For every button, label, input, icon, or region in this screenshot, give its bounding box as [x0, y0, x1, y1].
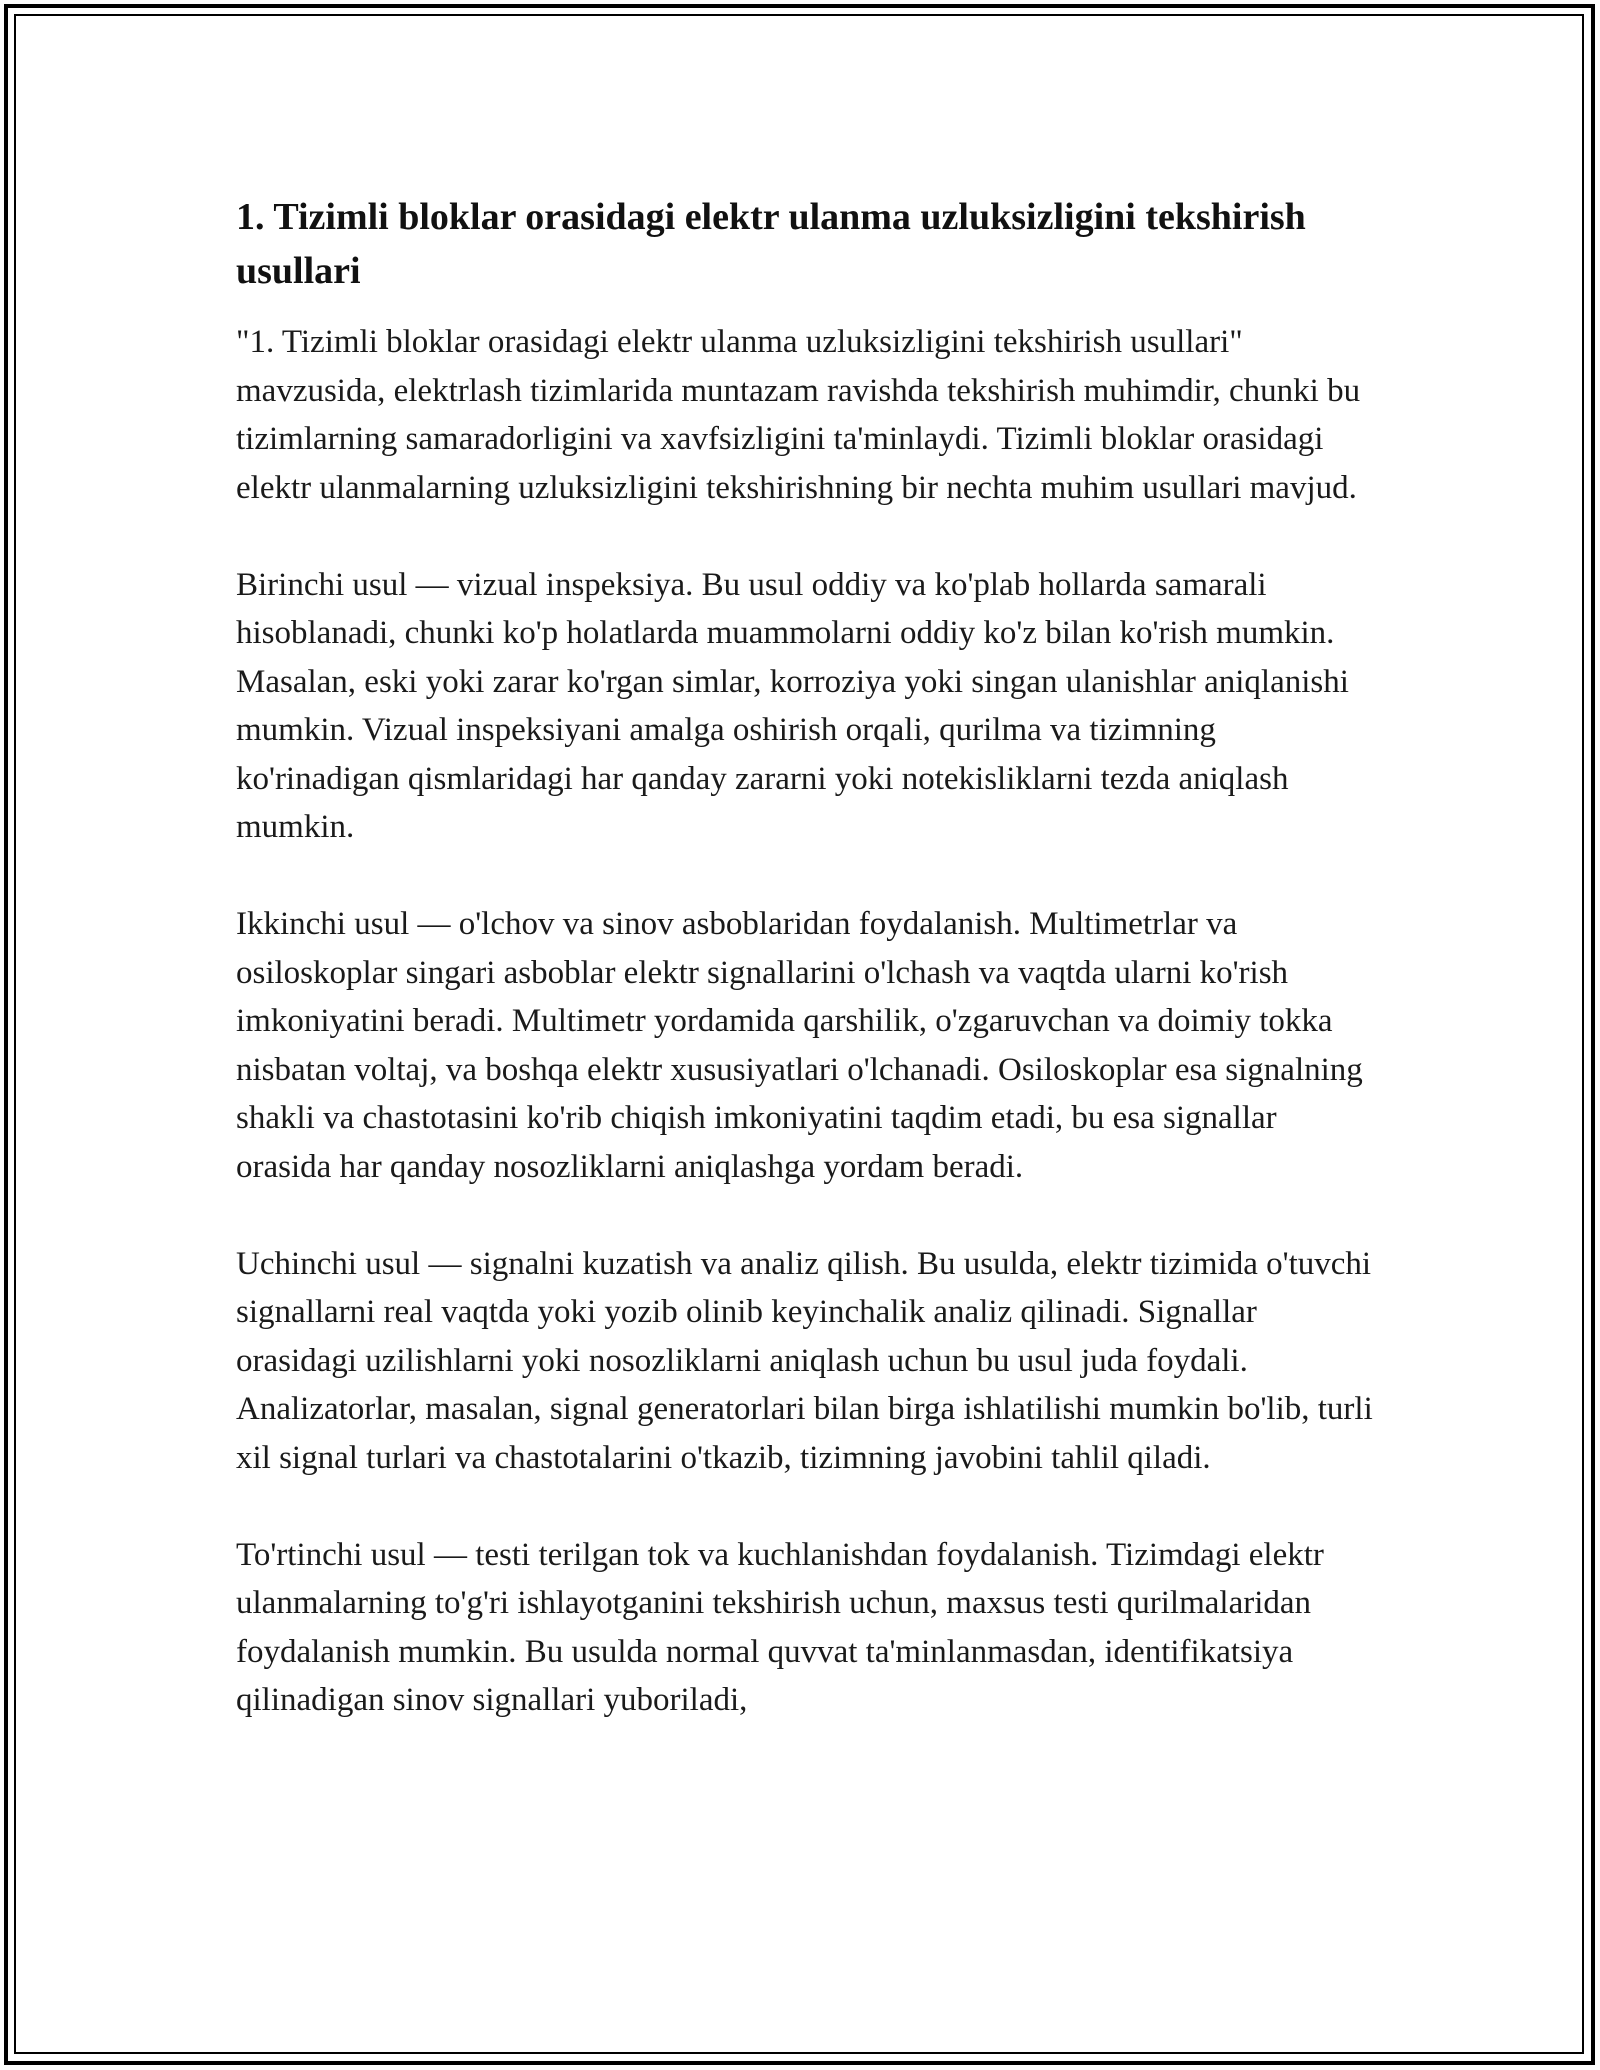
paragraph-first-method: Birinchi usul — vizual inspeksiya. Bu usul oddiy va ko'plab hollarda samarali hisoblanadi, chunki ko'p holatlarda muammolarni oddiy ko'z bilan ko'rish mumkin. Masalan, eski yoki zarar ko'rgan simlar, korroziya yoki singan ulanishlar aniqlanishi mumkin. Vizual inspeksiyani amalga oshirish orqali, qurilma va tizimning ko'rinadigan qismlaridagi har qanday zararni yoki notekisliklarni tezda aniqlash mumkin.: [236, 566, 1349, 845]
paragraph-second-method: Ikkinchi usul — o'lchov va sinov asboblaridan foydalanish. Multimetrlar va osiloskoplar singari asboblar elektr signallarini o'lchash va vaqtda ularni ko'rish imkoniyatini beradi. Multimetr yordamida qarshilik, o'zgaruvchan va doimiy tokka nisbatan voltaj, va boshqa elektr xususiyatlari o'lchanadi. Osiloskoplar esa signalning shakli va chastotasini ko'rib chiqish imkoniyatini taqdim etadi, bu esa signallar orasida har qanday nosozliklarni aniqlashga yordam beradi.: [236, 906, 1363, 1185]
paragraph-intro: "1. Tizimli bloklar orasidagi elektr ulanma uzluksizligini tekshirish usullari" mavzusida, elektrlash tizimlarida muntazam ravishda tekshirish muhimdir, chunki bu tizimlarning samaradorligini va xavfsizligini ta'minlaydi. Tizimli bloklar orasidagi elektr ulanmalarning uzluksizligini tekshirishning bir nechta muhim usullari mavjud.: [236, 324, 1361, 506]
document-body: [236, 318, 1376, 1725]
paragraph-fourth-method: To'rtinchi usul — testi terilgan tok va kuchlanishdan foydalanish. Tizimdagi elektr ulanmalarning to'g'ri ishlayotganini tekshirish uchun, maxsus testi qurilmalaridan foydalanish mumkin. Bu usulda normal quvvat ta'minlanmasdan, identifikatsiya qilinadigan sinov signallari yuboriladi,: [236, 1536, 1324, 1718]
paragraph-third-method: Uchinchi usul — signalni kuzatish va analiz qilish. Bu usulda, elektr tizimida o'tuvchi signallarni real vaqtda yoki yozib olinib keyinchalik analiz qilinadi. Signallar orasidagi uzilishlarni yoki nosozliklarni aniqlash uchun bu usul juda foydali. Analizatorlar, masalan, signal generatorlari bilan birga ishlatilishi mumkin bo'lib, turli xil signal turlari va chastotalarini o'tkazib, tizimning javobini tahlil qiladi.: [236, 1245, 1373, 1476]
document-title: 1. Tizimli bloklar orasidagi elektr ulanma uzluksizligini tekshirish usullari: [236, 196, 1306, 292]
document-page: [236, 190, 1376, 1725]
